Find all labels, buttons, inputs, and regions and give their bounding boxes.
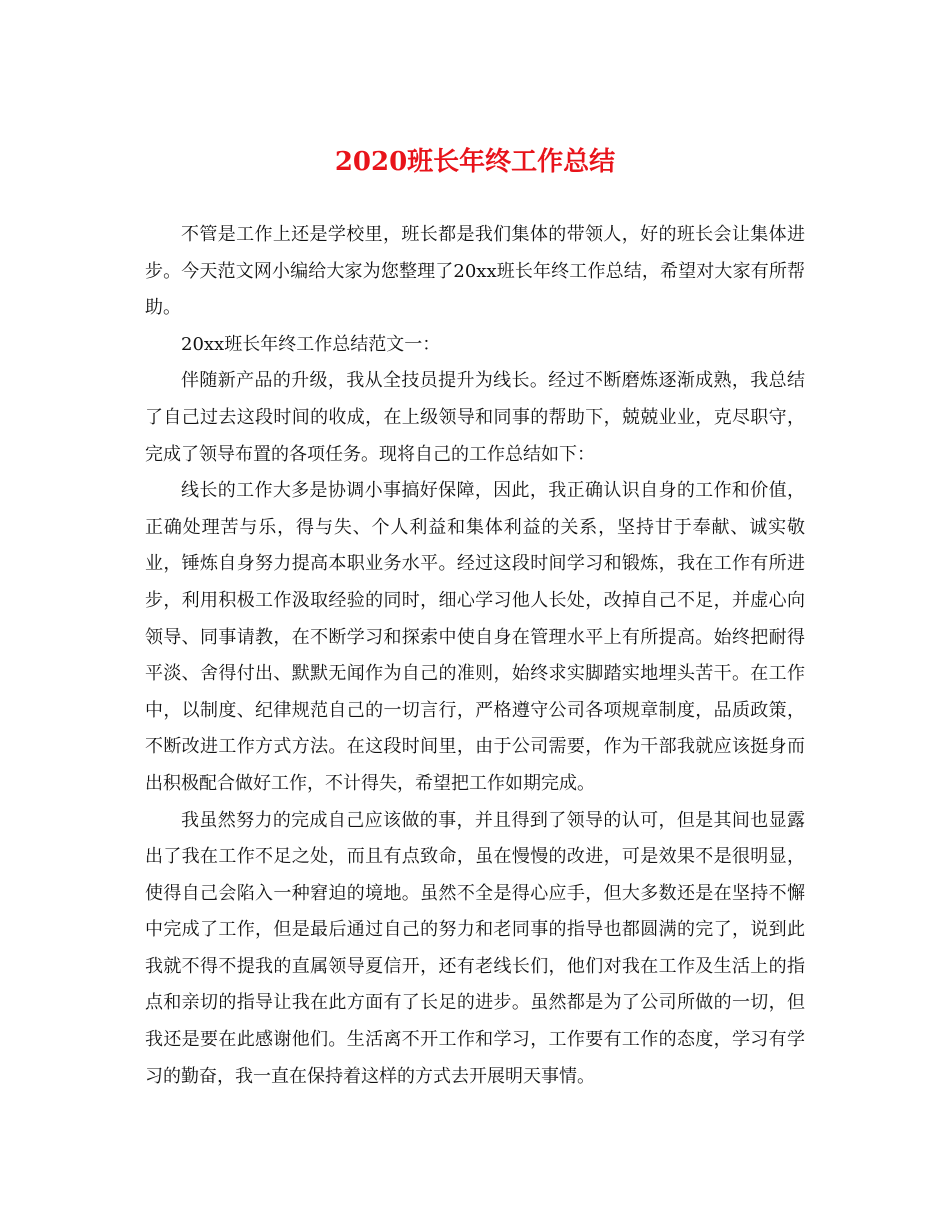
paragraph-line-leader-work: 线长的工作大多是协调小事搞好保障，因此，我正确认识自身的工作和价值，正确处理苦与乐，得与失、个人利益和集体利益的关系，坚持甘于奉献、诚实敬业，锤炼自身努力提高本职业务水平。经过这段时间学习和锻炼，我在工作有所进步，利用积极工作汲取经验的同时，细心学习他人长处，改掉自己不足，并虚心向领导、同事请教，在不断学习和探索中使自身在管理水平上有所提高。始终把耐得平淡、舍得付出、默默无闻作为自己的准则，始终求实脚踏实地埋头苦干。在工作中，以制度、纪律规范自己的一切言行，严格遵守公司各项规章制度，品质政策，不断改进工作方式方法。在这段时间里，由于公司需要，作为干部我就应该挺身而出积极配合做好工作，不计得失，希望把工作如期完成。 bbox=[145, 480, 805, 794]
paragraph-reflection: 我虽然努力的完成自己应该做的事，并且得到了领导的认可，但是其间也显露出了我在工作不足之处，而且有点致命，虽在慢慢的改进，可是效果不是很明显，使得自己会陷入一种窘迫的境地。虽然不全是得心应手，但大多数还是在坚持不懈中完成了工作，但是最后通过自己的努力和老同事的指导也都圆满的完了，说到此我就不得不提我的直属领导夏信开，还有老线长们，他们对我在工作及生活上的指点和亲切的指导让我在此方面有了长足的进步。虽然都是为了公司所做的一切，但我还是要在此感谢他们。生活离不开工作和学习，工作要有工作的态度，学习有学习的勤奋，我一直在保持着这样的方式去开展明天事情。 bbox=[145, 809, 805, 1087]
document-body bbox=[145, 217, 805, 1095]
paragraph-intro: 不管是工作上还是学校里，班长都是我们集体的带领人，好的班长会让集体进步。今天范文网小编给大家为您整理了20xx班长年终工作总结，希望对大家有所帮助。 bbox=[145, 224, 805, 319]
paragraph-subheading: 20xx班长年终工作总结范文一： bbox=[181, 333, 441, 355]
paragraph-promotion: 伴随新产品的升级，我从全技员提升为线长。经过不断磨炼逐渐成熟，我总结了自己过去这段时间的收成，在上级领导和同事的帮助下，兢兢业业，克尽职守，完成了领导布置的各项任务。现将自己的工作总结如下： bbox=[145, 370, 805, 465]
document-title: 2020班长年终工作总结 bbox=[334, 147, 616, 177]
